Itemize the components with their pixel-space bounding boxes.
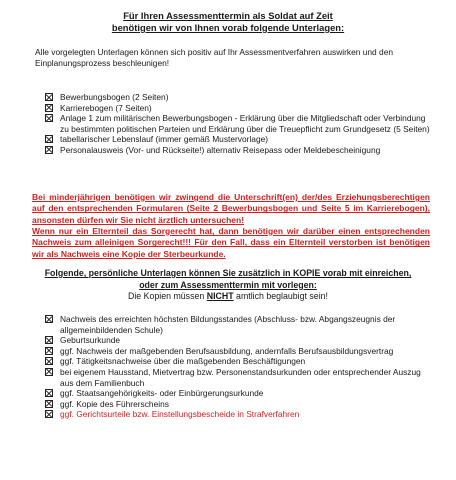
checked-box-icon — [45, 114, 53, 122]
list-item: ggf. Nachweis der maßgebenden Berufsausbildung, andernfalls Berufsausbildungsvertrag — [44, 346, 434, 357]
optional-documents-list — [44, 314, 434, 420]
checked-box-icon — [45, 104, 53, 112]
custody-warning: Wenn nur ein Elternteil das Sorgerecht hat, dann benötigen wir darüber einen entsprechenden Nachweis zum alleinigen Sorgerecht!!! Für den Fall, dass ein Elternteil verstorben ist benötigen wir als Nachweis eine Kopie der Sterbeurkunde. — [32, 226, 430, 259]
required-documents-list — [44, 92, 434, 156]
intro-text: Alle vorgelegten Unterlagen können sich positiv auf Ihr Assessmentverfahren auswirken und den Einplanungsprozess beschleunigen! — [35, 47, 394, 68]
list-item: Bewerbungsbogen (2 Seiten) — [44, 92, 434, 103]
list-item: ggf. Staatsangehörigkeits- oder Einbürgerungsurkunde — [44, 388, 434, 399]
copies-note: Die Kopien müssen NICHT amtlich beglaubigt sein! — [127, 291, 328, 301]
list-item: ggf. Kopie des Führerscheins — [44, 399, 434, 410]
checked-box-icon — [45, 400, 53, 408]
checked-box-icon — [45, 389, 53, 397]
list-item: Anlage 1 zum militärischen Bewerbungsbogen - Erklärung über die Mitgliedschaft oder Verbindung zu bestimmten politischen Parteien und Erklärung über die Treuepflicht zum Grundgesetz (5 Seiten) — [44, 113, 434, 134]
list-item: bei eigenem Hausstand, Mietvertrag bzw. Personenstandsurkunden oder entsprechender Auszug aus dem Familienbuch — [44, 367, 434, 388]
list-item: ggf. Tätigkeitsnachweise über die maßgebenden Beschäftigungen — [44, 356, 434, 367]
copies-heading: Folgende, persönliche Unterlagen können Sie zusätzlich in KOPIE vorab mit einreichen, oder zum Assessmenttermin mit vorlegen: Die Kopien müssen NICHT amtlich beglaubigt sein! — [0, 268, 456, 303]
list-item: Personalausweis (Vor- und Rückseite!) alternativ Reisepass oder Meldebescheinigung — [44, 145, 434, 156]
checked-box-icon — [45, 336, 53, 344]
list-item: tabellarischer Lebenslauf (immer gemäß Mustervorlage) — [44, 134, 434, 145]
checked-box-icon — [45, 146, 53, 154]
page-title: Für Ihren Assessmenttermin als Soldat auf Zeit — [123, 10, 333, 21]
checked-box-icon — [45, 368, 53, 376]
checked-box-icon — [45, 93, 53, 101]
checked-box-icon — [45, 347, 53, 355]
checked-box-icon — [45, 357, 53, 365]
list-item: Karrierebogen (7 Seiten) — [44, 103, 434, 114]
list-item: ggf. Gerichtsurteile bzw. Einstellungsbescheide in Strafverfahren — [44, 409, 434, 420]
list-item: Geburtsurkunde — [44, 335, 434, 346]
checked-box-icon — [45, 410, 53, 418]
page-subtitle: benötigen wir von Ihnen vorab folgende Unterlagen: — [111, 22, 345, 33]
list-item: Nachweis des erreichten höchsten Bildungsstandes (Abschluss- bzw. Abgangszeugnis der allgemeinbildenden Schule) — [44, 314, 434, 335]
minors-warning: Bei minderjährigen benötigen wir zwingend die Unterschrift(en) der/des Erziehungsberechtigen auf den entsprechenden Formularen (Seite 2 Bewerbungsbogen und Seite 5 im Karrierebogen), ansonsten dürfen wir Sie nicht ärztlich untersuchen! — [32, 192, 430, 225]
checked-box-icon — [45, 315, 53, 323]
checked-box-icon — [45, 135, 53, 143]
